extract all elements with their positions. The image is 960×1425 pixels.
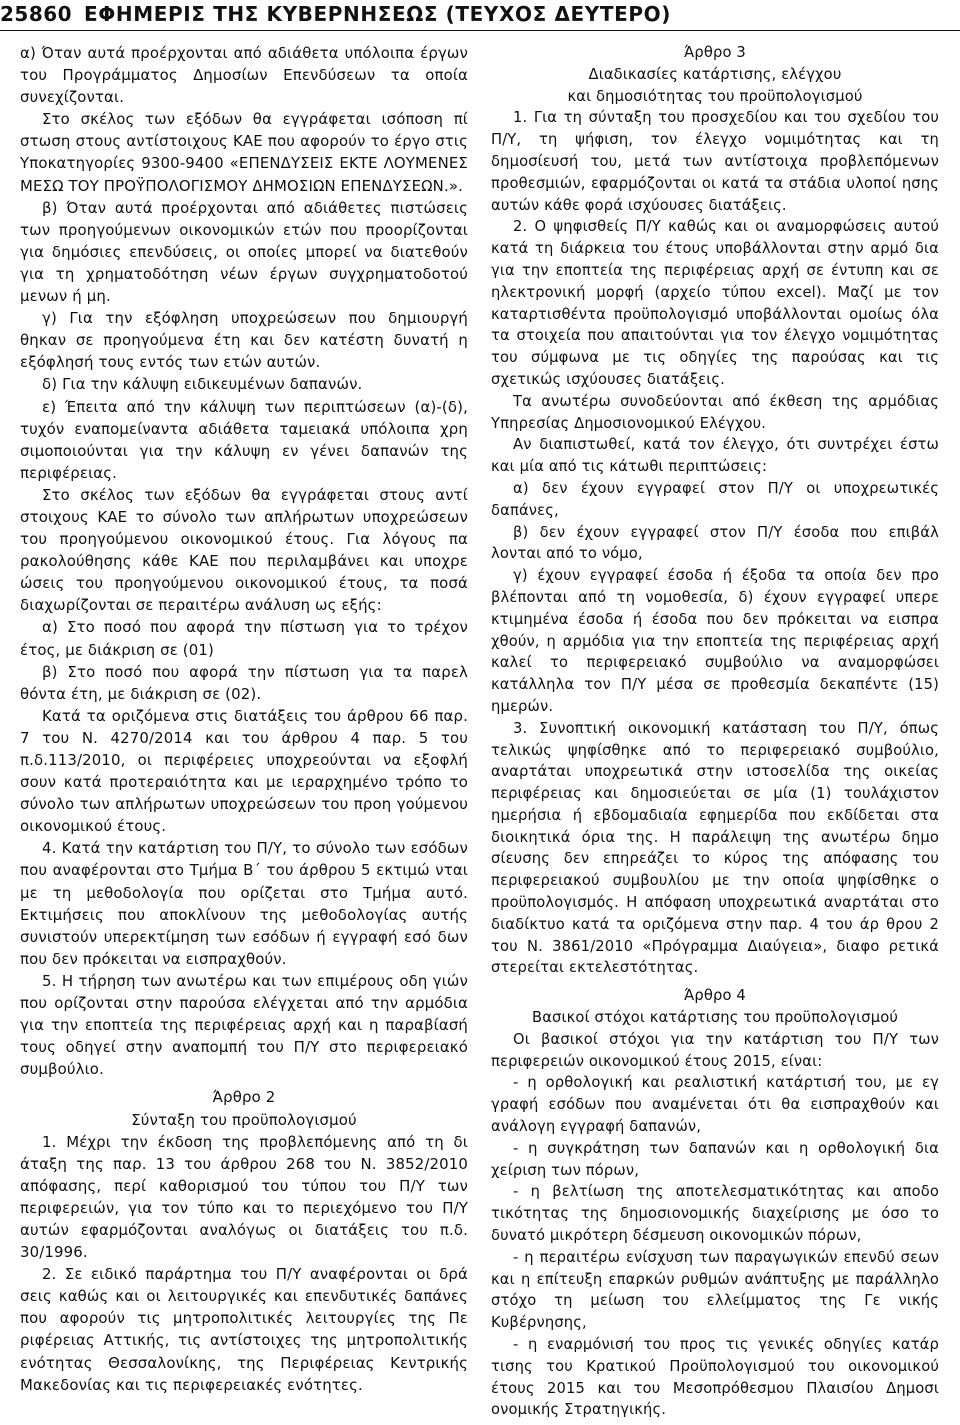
paragraph: - η εναρμόνισή του προς τις γενικές οδηγίες κατάρ τισης του Κρατικού Προϋπολογισμού του οικονομικού έτους 2015 και του Μεσοπρόθεσμου Πλαισίου Δημοσι ονομικής Στρατηγικής. xyxy=(491,1336,939,1419)
header-rule xyxy=(0,30,960,31)
paragraph: γ) έχουν εγγραφεί έσοδα ή έξοδα τα οποία δεν προ βλέπονται από τη νομοθεσία, δ) έχουν εγγραφεί υπερε κτιμημένα έσοδα ή έσοδα που δεν πρόκειται να εισπρα χθούν, η αρμόδια για την εποπτεία της περιφέρειας αρχή καλεί το περιφερειακό συμβούλιο να αναμορφώσει κατάλληλα τον Π/Υ μέσα σε προθεσμία δεκαπέντε (15) ημερών. xyxy=(491,567,939,715)
paragraph: Στο σκέλος των εξόδων θα εγγράφεται ισόποση πί στωση στους αντίστοιχους ΚΑΕ που αφορούν το έργο στις Υποκατηγορίες 9300-9400 «ΕΠΕΝΔΥΣΕΙΣ ΕΚΤΕ ΛΟΥΜΕΝΕΣ ΜΕΣΩ ΤΟΥ ΠΡΟΫΠΟΛΟΓΙΣΜΟΥ ΔΗΜΟΣΙΩΝ ΕΠΕΝΔΥΣΕΩΝ.». xyxy=(20,110,468,195)
article-heading: Σύνταξη του προϋπολογισμού xyxy=(131,1110,357,1129)
paragraph: - η βελτίωση της αποτελεσματικότητας και αποδο τικότητας της δημοσιονομικής διαχείρισης με όσο το δυνατό μικρότερη δέσμευση οικονομικών πόρων, xyxy=(491,1183,939,1245)
paragraph: Στο σκέλος των εξόδων θα εγγράφεται στους αντί στοιχους ΚΑΕ το σύνολο των απλήρωτων υποχρεώσεων του προηγούμενου οικονομικού έτους. Για λόγους πα ρακολούθησης κάθε ΚΑΕ που περιλαμβάνει και υποχρε ώσεις του προηγούμενου οικονομικού έτους, τα ποσά διαχωρίζονται σε περαιτέρω ανάλυση ως εξής: xyxy=(20,485,468,615)
paragraph: α) Στο ποσό που αφορά την πίστωση για το τρέχον έτος, με διάκριση σε (01) xyxy=(20,618,468,659)
journal-title: ΕΦΗΜΕΡΙΣ ΤΗΣ ΚΥΒΕΡΝΗΣΕΩΣ (ΤΕΥΧΟΣ ΔΕΥΤΕΡΟ) xyxy=(84,2,671,26)
paragraph: Οι βασικοί στόχοι για την κατάρτιση του Π/Υ των περιφερειών οικονομικού έτους 2015, είναι: xyxy=(491,1030,939,1070)
paragraph: - η περαιτέρω ενίσχυση των παραγωγικών επενδύ σεων και η επίτευξη επαρκών ρυθμών ανάπτυξης με παράλληλο στόχο τη μείωση του ελλείμματος της Γε νικής Κυβέρνησης, xyxy=(491,1248,939,1332)
paragraph: δ) Για την κάλυψη ειδικευμένων δαπανών. xyxy=(42,375,363,394)
page-number: 25860 xyxy=(0,2,73,26)
article-heading: Άρθρο 3 xyxy=(684,44,746,61)
paragraph: 1. Μέχρι την έκδοση της προβλεπόμενης από τη δι άταξη της παρ. 13 του άρθρου 268 του Ν. 3852/2010 απόφασης, περί καθορισμού του τύπου του Π/Υ των περιφερειών, για τον τύπο και το περιεχόμενο του Π/Υ αυτών εφαρμόζονται αναλόγως οι διατάξεις του π.δ. 30/1996. xyxy=(20,1132,468,1262)
paragraph: β) Στο ποσό που αφορά την πίστωση για τα παρελ θόντα έτη, με διάκριση σε (02). xyxy=(20,662,468,703)
paragraph: Κατά τα οριζόμενα στις διατάξεις του άρθρου 66 παρ. 7 του Ν. 4270/2014 και του άρθρου 4 παρ. 5 του π.δ.113/2010, οι περιφέρειες υποχρεούνται να εξοφλή σουν κατά προτεραιότητα και με ιεραρχημένο τρόπο το σύνολο των απλήρωτων υποχρεώσεων του προη γούμενου οικονομικού έτους. xyxy=(20,706,468,836)
paragraph: - η συγκράτηση των δαπανών και η ορθολογική δια χείριση των πόρων, xyxy=(491,1139,939,1179)
paragraph: 2. Ο ψηφισθείς Π/Υ καθώς και οι αναμορφώσεις αυτού κατά τη διάρκεια του έτους υποβάλλονται στην αρμό δια για την εποπτεία της περιφέρειας αρχή σε έντυπη και σε ηλεκτρονική μορφή (αρχείο τύπου excel). Μαζί με τον καταρτισθέντα προϋπολογισμό υποβάλλονται ομοίως όλα τα στοιχεία που απαιτούνται για τον έλεγχο νομιμότητας του σύμφωνα με τις οδηγίες της παρούσας και τις σχετικώς ισχύουσες διατάξεις. xyxy=(491,218,939,388)
paragraph: Αν διαπιστωθεί, κατά τον έλεγχο, ότι συντρέχει έστω και μία από τις κάτωθι περιπτώσεις: xyxy=(491,436,939,476)
article-heading: Άρθρο 2 xyxy=(212,1088,276,1107)
left-column xyxy=(20,42,468,1396)
article-heading: Βασικοί στόχοι κατάρτισης του προϋπολογισμού xyxy=(531,1009,899,1027)
paragraph: 3. Συνοπτική οικονομική κατάσταση του Π/Υ, όπως τελικώς ψηφίσθηκε από το περιφερειακό συμβούλιο, αναρτάται υποχρεωτικά στην ιστοσελίδα της οικείας περιφέρειας και δημοσιεύεται σε μία (1) τουλάχιστον ημερήσια ή εβδομαδιαία εφημερίδα που εκδίδεται στα διοικητικά όρια της. Η παράλειψη της ανωτέρω δημο σίευσης δεν επηρεάζει το κύρος της απόφασης του περιφερειακού συμβουλίου με την οποία ψηφίσθηκε ο προϋπολογισμός. Η απόφαση υποχρεωτικά αναρτάται στο διαδίκτυο κατά τα οριζόμενα στην παρ. 4 του άρ θρου 2 του Ν. 3861/2010 «Πρόγραμμα Διαύγεια», διαφο ρετικά στερείται εκτελεστότητας. xyxy=(491,719,939,977)
paragraph: 4. Κατά την κατάρτιση του Π/Υ, το σύνολο των εσόδων που αναφέρονται στο Τμήμα Β΄ του άρθρου 5 εκτιμώ νται με τη μεθοδολογία που ορίζεται στο Τμήμα αυτό. Εκτιμήσεις που αποκλίνουν της μεθοδολογίας αυτής συνιστούν υπερεκτίμηση των εσόδων ή εγγραφή εσό δων που δεν πρόκειται να εισπραχθούν. xyxy=(20,839,468,968)
paragraph: 2. Σε ειδικό παράρτημα του Π/Υ αναφέρονται οι δρά σεις καθώς και οι λειτουργικές και επενδυτικές δαπάνες που αφορούν τις μητροπολιτικές λειτουργίες της Πε ριφέρειας Αττικής, τις αντίστοιχες της μητροπολιτικής ενότητας Θεσσαλονίκης, της Περιφέρειας Κεντρικής Μακεδονίας και τις περιφερειακές ενότητες. xyxy=(20,1265,468,1394)
paragraph: - η ορθολογική και ρεαλιστική κατάρτισή του, με εγ γραφή εσόδων που αναμένεται ότι θα εισπραχθούν και ανάλογη εγγραφή δαπανών, xyxy=(491,1074,939,1136)
paragraph: Τα ανωτέρω συνοδεύονται από έκθεση της αρμόδιας Υπηρεσίας Δημοσιονομικού Ελέγχου. xyxy=(491,392,939,432)
paragraph: 5. Η τήρηση των ανωτέρω και των επιμέρους οδη γιών που ορίζονται στην παρούσα ελέγχεται από την αρμόδια για την εποπτεία της περιφέρειας αρχή και η παραβίασή τους οδηγεί στην αναπομπή του Π/Υ στο περιφερειακό συμβούλιο. xyxy=(20,971,468,1079)
paragraph: 1. Για τη σύνταξη του προσχεδίου και του σχεδίου του Π/Υ, τη ψήφιση, τον έλεγχο νομιμότητας και τη δημοσίευσή του, μετά των αντίστοιχα προβλεπόμενων προθεσμιών, εφαρμόζονται οι κατά τα στάδια υλοποί ησης αυτών κάθε φορά ισχύουσες διατάξεις. xyxy=(491,109,939,214)
paragraph: β) Όταν αυτά προέρχονται από αδιάθετες πιστώσεις των προηγούμενων οικονομικών ετών που προορίζονται για δημόσιες επενδύσεις, οι οποίες μπορεί να διατεθούν για τη χρηματοδότηση νέων έργων συγχρηματοδοτού μενων ή μη. xyxy=(20,198,468,306)
paragraph: α) Όταν αυτά προέρχονται από αδιάθετα υπόλοιπα έργων του Προγράμματος Δημοσίων Επενδύσεων τα οποία συνεχίζονται. xyxy=(20,44,468,107)
right-column xyxy=(491,42,939,1421)
article-heading: Διαδικασίες κατάρτισης, ελέγχου xyxy=(588,65,842,83)
paragraph: γ) Για την εξόφληση υποχρεώσεων που δημιουργή θηκαν σε προηγούμενα έτη και δεν κατέστη δυνατή η εξόφλησή τους εντός των ετών αυτών. xyxy=(20,309,468,372)
page-header xyxy=(0,0,960,32)
article-heading: και δημοσιότητας του προϋπολογισμού xyxy=(567,87,863,105)
paragraph: ε) Έπειτα από την κάλυψη των περιπτώσεων (α)-(δ), τυχόν εναπομείναντα αδιάθετα ταμειακά υπόλοιπα χρη σιμοποιούνται για την κάλυψη εν γένει δαπανών της περιφέρειας. xyxy=(20,397,468,482)
article-heading: Άρθρο 4 xyxy=(684,987,746,1005)
paragraph: β) δεν έχουν εγγραφεί στον Π/Υ έσοδα που επιβάλ λονται από το νόμο, xyxy=(491,523,939,563)
paragraph: α) δεν έχουν εγγραφεί στον Π/Υ οι υποχρεωτικές δαπάνες, xyxy=(491,479,939,519)
